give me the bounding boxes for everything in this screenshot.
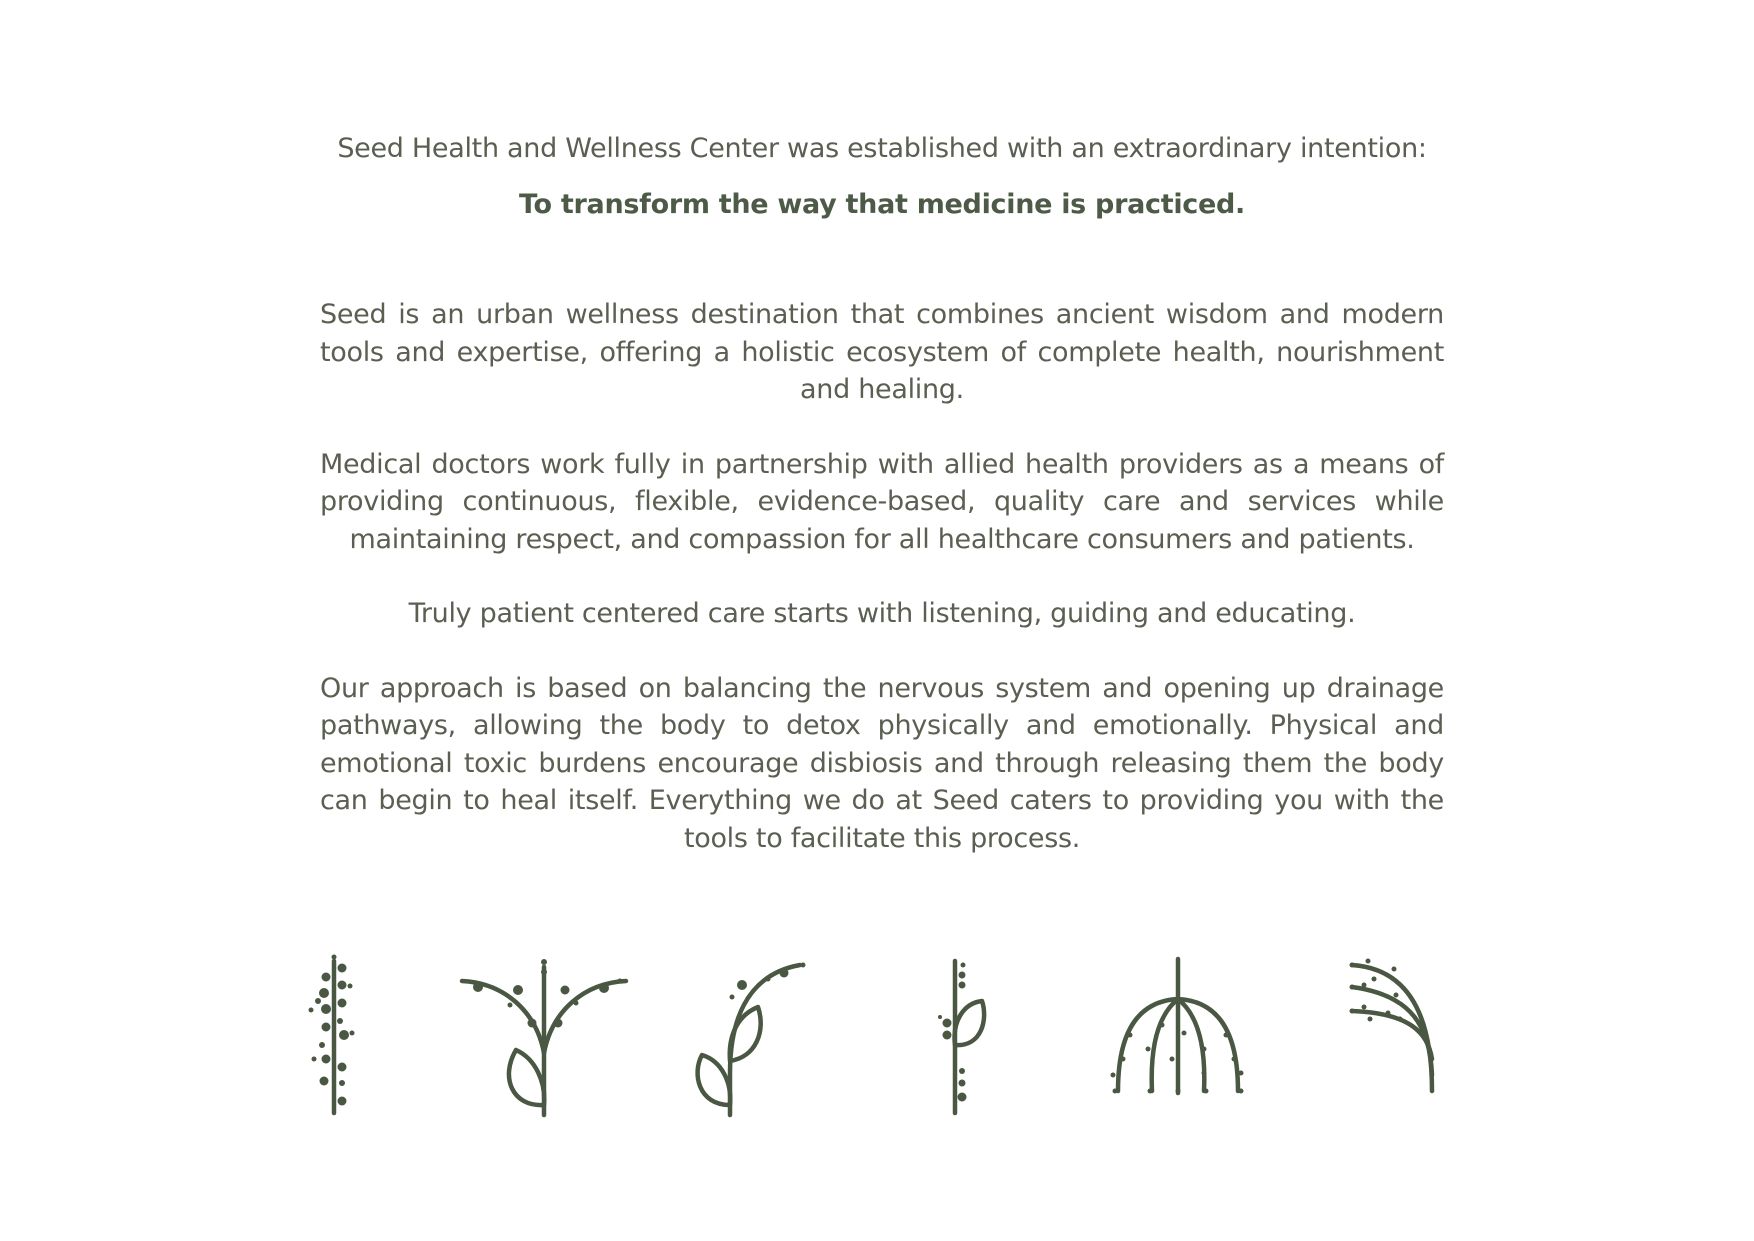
- intro-text: Seed Health and Wellness Center was established with an extraordinary intention:: [337, 133, 1427, 164]
- paragraph-patient-care: Truly patient centered care starts with listening, guiding and educating.: [408, 598, 1356, 629]
- main-content: [320, 130, 1444, 894]
- body-paragraphs: [320, 296, 1444, 857]
- paragraph-partnership: Medical doctors work fully in partnership with allied health providers as a means of providing continuous, flexible, evidence-based, quality care and services while maintaining respect, and compassion for all healthcare consumers and patients.: [320, 448, 1444, 555]
- seed-stem-dots-icon: [309, 955, 355, 1114]
- branching-plant-icon: [462, 959, 626, 1115]
- dome-plant-icon: [1111, 959, 1244, 1094]
- botanical-icon-row: [300, 955, 1460, 1125]
- arching-grass-icon: [1350, 959, 1433, 1092]
- sprouting-leaves-icon: [698, 963, 806, 1116]
- tagline: To transform the way that medicine is practiced.: [519, 189, 1245, 220]
- stem-single-leaf-icon: [938, 961, 984, 1113]
- paragraph-approach: Our approach is based on balancing the nervous system and opening up drainage pathways, allowing the body to detox physically and emotionally. Physical and emotional toxic burdens encourage disbiosis and through releasing them the body can begin to heal itself. Everything we do at Seed caters to providing you with the tools to facilitate this process.: [320, 672, 1444, 854]
- paragraph-ecosystem: Seed is an urban wellness destination that combines ancient wisdom and modern tools and expertise, offering a holistic ecosystem of complete health, nourishment and healing.: [320, 299, 1444, 405]
